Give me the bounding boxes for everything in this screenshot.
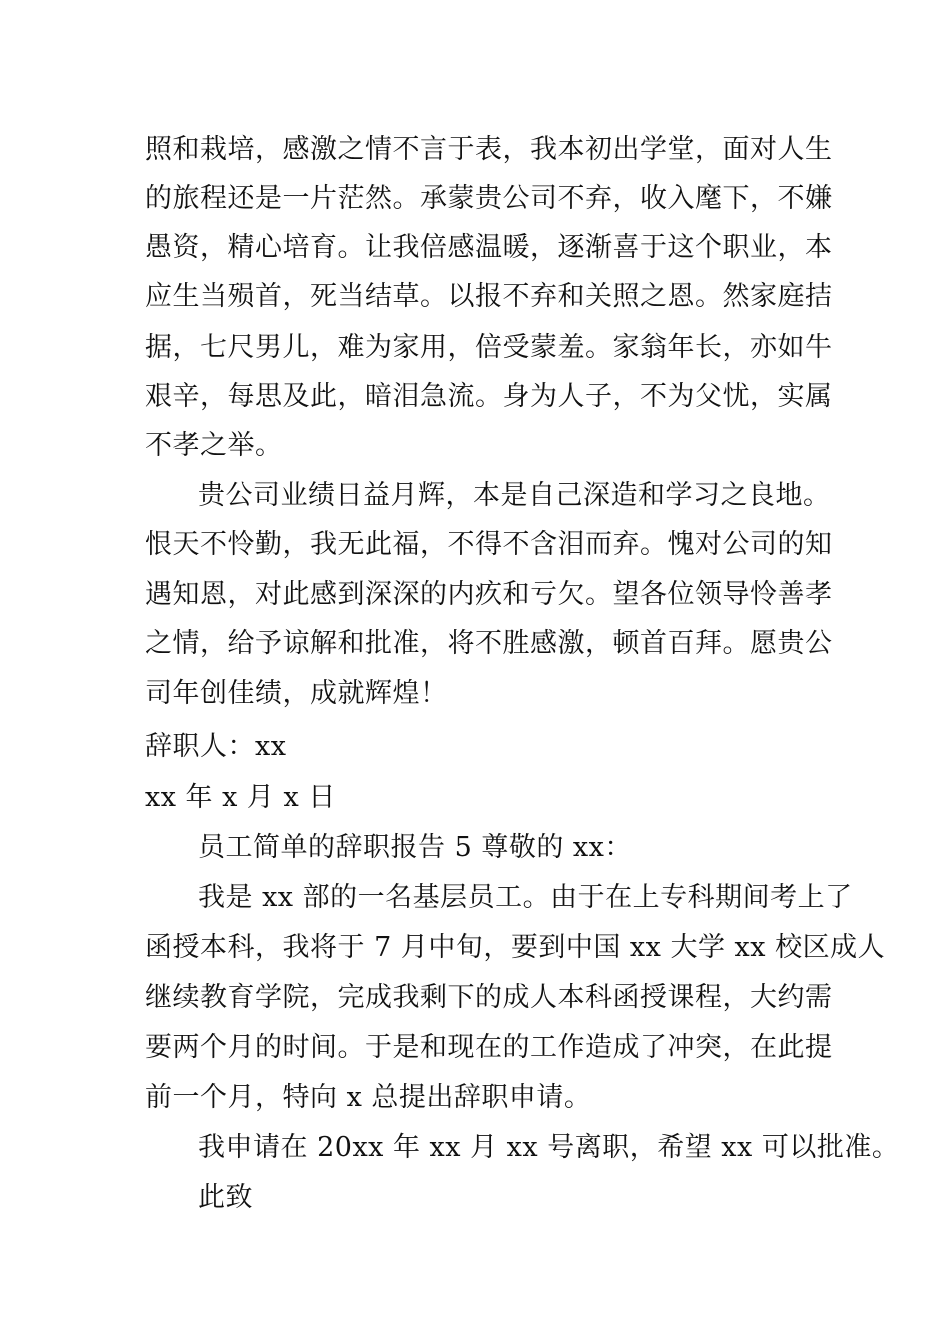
text-line: 之情，给予谅解和批准，将不胜感激，顿首百拜。愿贵公 — [145, 628, 833, 659]
date-line: xx 年 x 月 x 日 — [145, 782, 336, 813]
text-line: 恨天不怜勤，我无此福，不得不含泪而弃。愧对公司的知 — [145, 529, 833, 560]
text-line: 的旅程还是一片茫然。承蒙贵公司不弃，收入麾下，不嫌 — [145, 183, 833, 214]
text-line: 艰辛，每思及此，暗泪急流。身为人子，不为父忧，实属 — [145, 381, 833, 412]
signature-label: 辞职人：xx — [145, 731, 287, 762]
text-line: 愚资，精心培育。让我倍感温暖，逐渐喜于这个职业，本 — [145, 232, 833, 263]
closing-line: 此致 — [198, 1182, 253, 1213]
text-line: 应生当殒首，死当结草。以报不弃和关照之恩。然家庭拮 — [145, 281, 833, 312]
text-line: 照和栽培，感激之情不言于表，我本初出学堂，面对人生 — [145, 134, 833, 165]
paragraph-first-line: 我是 xx 部的一名基层员工。由于在上专科期间考上了 — [198, 882, 853, 913]
paragraph-first-line: 我申请在 20xx 年 xx 月 xx 号离职，希望 xx 可以批准。 — [198, 1132, 900, 1163]
text-line: 据，七尺男儿，难为家用，倍受蒙羞。家翁年长，亦如牛 — [145, 332, 833, 363]
text-line: 前一个月，特向 x 总提出辞职申请。 — [145, 1082, 592, 1113]
text-line: 司年创佳绩，成就辉煌！ — [145, 678, 448, 709]
text-line: 函授本科，我将于 7 月中旬，要到中国 xx 大学 xx 校区成人 — [145, 932, 886, 963]
paragraph-first-line: 贵公司业绩日益月辉，本是自己深造和学习之良地。 — [198, 480, 831, 511]
text-line: 继续教育学院，完成我剩下的成人本科函授课程，大约需 — [145, 982, 833, 1013]
text-line: 要两个月的时间。于是和现在的工作造成了冲突，在此提 — [145, 1032, 833, 1063]
report-title: 员工简单的辞职报告 5 尊敬的 xx： — [198, 832, 632, 863]
text-line: 遇知恩，对此感到深深的内疚和亏欠。望各位领导怜善孝 — [145, 579, 833, 610]
text-line: 不孝之举。 — [145, 430, 283, 461]
